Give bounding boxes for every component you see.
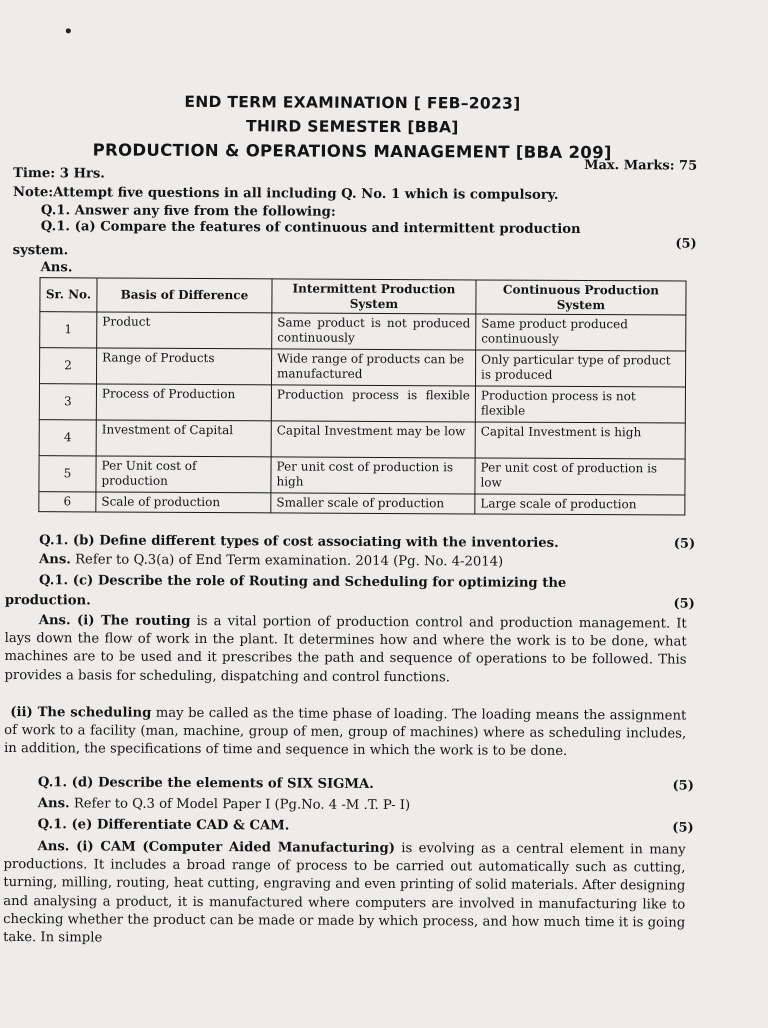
routing-text: is a vital portion of production control and production management. It lays down the flow of work in the plant. It determines how and where the work is to be done, what machines are to be used and it prescribes the path and sequence of operations to be followed. This provides a basis for scheduling, dispatching and control functions.: [4, 613, 687, 685]
q1b-answer: [39, 552, 503, 569]
q1c-question: Q.1. (c) Describe the role of Routing and Scheduling for optimizing the: [38, 573, 567, 591]
routing-paragraph: [4, 612, 686, 688]
q1b-ans-label: Ans.: [39, 552, 71, 568]
header-sr-no: Sr. No.: [40, 278, 97, 312]
cell-basis: Investment of Capital: [96, 420, 271, 457]
cell-intermittent: Wide range of products can be manufactured: [271, 349, 475, 386]
ink-dot: [66, 28, 71, 33]
q1b-question: Q.1. (b) Define different types of cost associating with the inventories.: [39, 533, 559, 551]
q1a-question: Q.1. (a) Compare the features of continuous and intermittent production: [40, 219, 581, 238]
cell-intermittent: Production process is flexible: [271, 385, 475, 422]
exam-page: [3, 0, 698, 1028]
q1d-marks: (5): [672, 778, 694, 794]
q1c-marks: (5): [673, 596, 695, 612]
time-label: Time: 3 Hrs.: [13, 166, 105, 182]
cell-intermittent: Same product is not produced continuously: [272, 313, 476, 350]
cell-continuous: Production process is not flexible: [475, 386, 685, 423]
header-intermittent: Intermittent Production System: [272, 279, 476, 314]
subject-title: PRODUCTION & OPERATIONS MANAGEMENT [BBA 209]: [92, 140, 612, 163]
table-row: [39, 456, 685, 495]
q1a-marks: (5): [675, 236, 697, 252]
cell-sr: 6: [39, 492, 96, 512]
scheduling-paragraph: [4, 704, 686, 762]
cell-sr: 5: [39, 456, 96, 492]
cell-basis: Process of Production: [96, 384, 271, 421]
cell-continuous: Capital Investment is high: [475, 422, 685, 459]
q1c-question-end: production.: [4, 592, 91, 609]
cell-sr: 2: [39, 348, 96, 384]
q1b-ans-text: Refer to Q.3(a) of End Term examination. 2014 (Pg. No. 4-2014): [75, 552, 504, 570]
q1d-ans-label: Ans.: [37, 796, 70, 812]
table-header-row: [40, 278, 686, 315]
cell-intermittent: Per unit cost of production is high: [271, 457, 475, 494]
header-basis: Basis of Difference: [97, 278, 272, 313]
q1-intro: Q.1. Answer any five from the following:: [40, 203, 336, 220]
q1d-answer: [38, 796, 410, 813]
table-row: [39, 420, 685, 459]
q1d-question: Q.1. (d) Describe the elements of SIX SIGMA.: [37, 775, 374, 792]
cell-basis: Per Unit cost of production: [96, 456, 271, 493]
cell-continuous: Same product produced continuously: [476, 314, 686, 351]
cam-lead: Ans. (i) CAM (Computer Aided Manufacturing): [37, 839, 396, 857]
exam-title: END TERM EXAMINATION [ FEB–2023]: [184, 92, 521, 113]
q1b-marks: (5): [673, 536, 696, 552]
q1a-question-end: system.: [12, 243, 69, 259]
cell-basis: Range of Products: [96, 348, 271, 385]
cell-intermittent: Capital Investment may be low: [271, 421, 475, 458]
q1a-ans-label: Ans.: [40, 260, 73, 276]
cam-paragraph: [3, 838, 686, 951]
note-text: Attempt five questions in all including Q. No. 1 which is compulsory.: [53, 185, 559, 203]
note-label: Note:: [12, 185, 54, 201]
cell-continuous: Large scale of production: [475, 494, 685, 515]
cell-intermittent: Smaller scale of production: [271, 493, 475, 514]
cell-sr: 4: [39, 420, 96, 456]
cell-sr: 3: [39, 384, 96, 420]
scheduling-text: may be called as the time phase of loading. The loading means the assignment of work to a facility (man, machine, group of men, group of machines) where as scheduling includes, in addition, the specifications of time and sequence in which the work is to be done.: [4, 705, 687, 760]
comparison-table: [38, 277, 686, 515]
q1d-ans-text: Refer to Q.3 of Model Paper I (Pg.No. 4 -M .T. P- I): [73, 796, 411, 814]
cell-continuous: Only particular type of product is produced: [475, 350, 685, 387]
routing-lead: Ans. (i) The routing: [38, 613, 191, 629]
cam-text: is evolving as a central element in many productions. It includes a broad range of process to be carried out automatically such as cutting, turning, milling, routing, heat cutting, engraving and even printing of solid materials. After designing and analysing a product, it is manufactured where computers are involved in manufacturing like to checking whether the product can be made or made by which process, and how much time it is going take. In simple: [3, 841, 686, 946]
note: [13, 185, 559, 203]
table-row: [39, 348, 685, 387]
cell-continuous: Per unit cost of production is low: [475, 458, 685, 495]
q1e-marks: (5): [672, 820, 694, 836]
cell-sr: 1: [40, 312, 97, 348]
header-continuous: Continuous Production System: [476, 280, 686, 315]
cell-basis: Scale of production: [96, 492, 271, 512]
table-row: [39, 384, 685, 423]
table-row: [39, 492, 685, 515]
scheduling-lead: (ii) The scheduling: [10, 705, 152, 721]
q1e-question: Q.1. (e) Differentiate CAD & CAM.: [37, 817, 290, 834]
max-marks: Max. Marks: 75: [584, 158, 698, 174]
semester-title: THIRD SEMESTER [BBA]: [245, 117, 459, 137]
table-row: [40, 312, 686, 351]
cell-basis: Product: [97, 312, 272, 349]
